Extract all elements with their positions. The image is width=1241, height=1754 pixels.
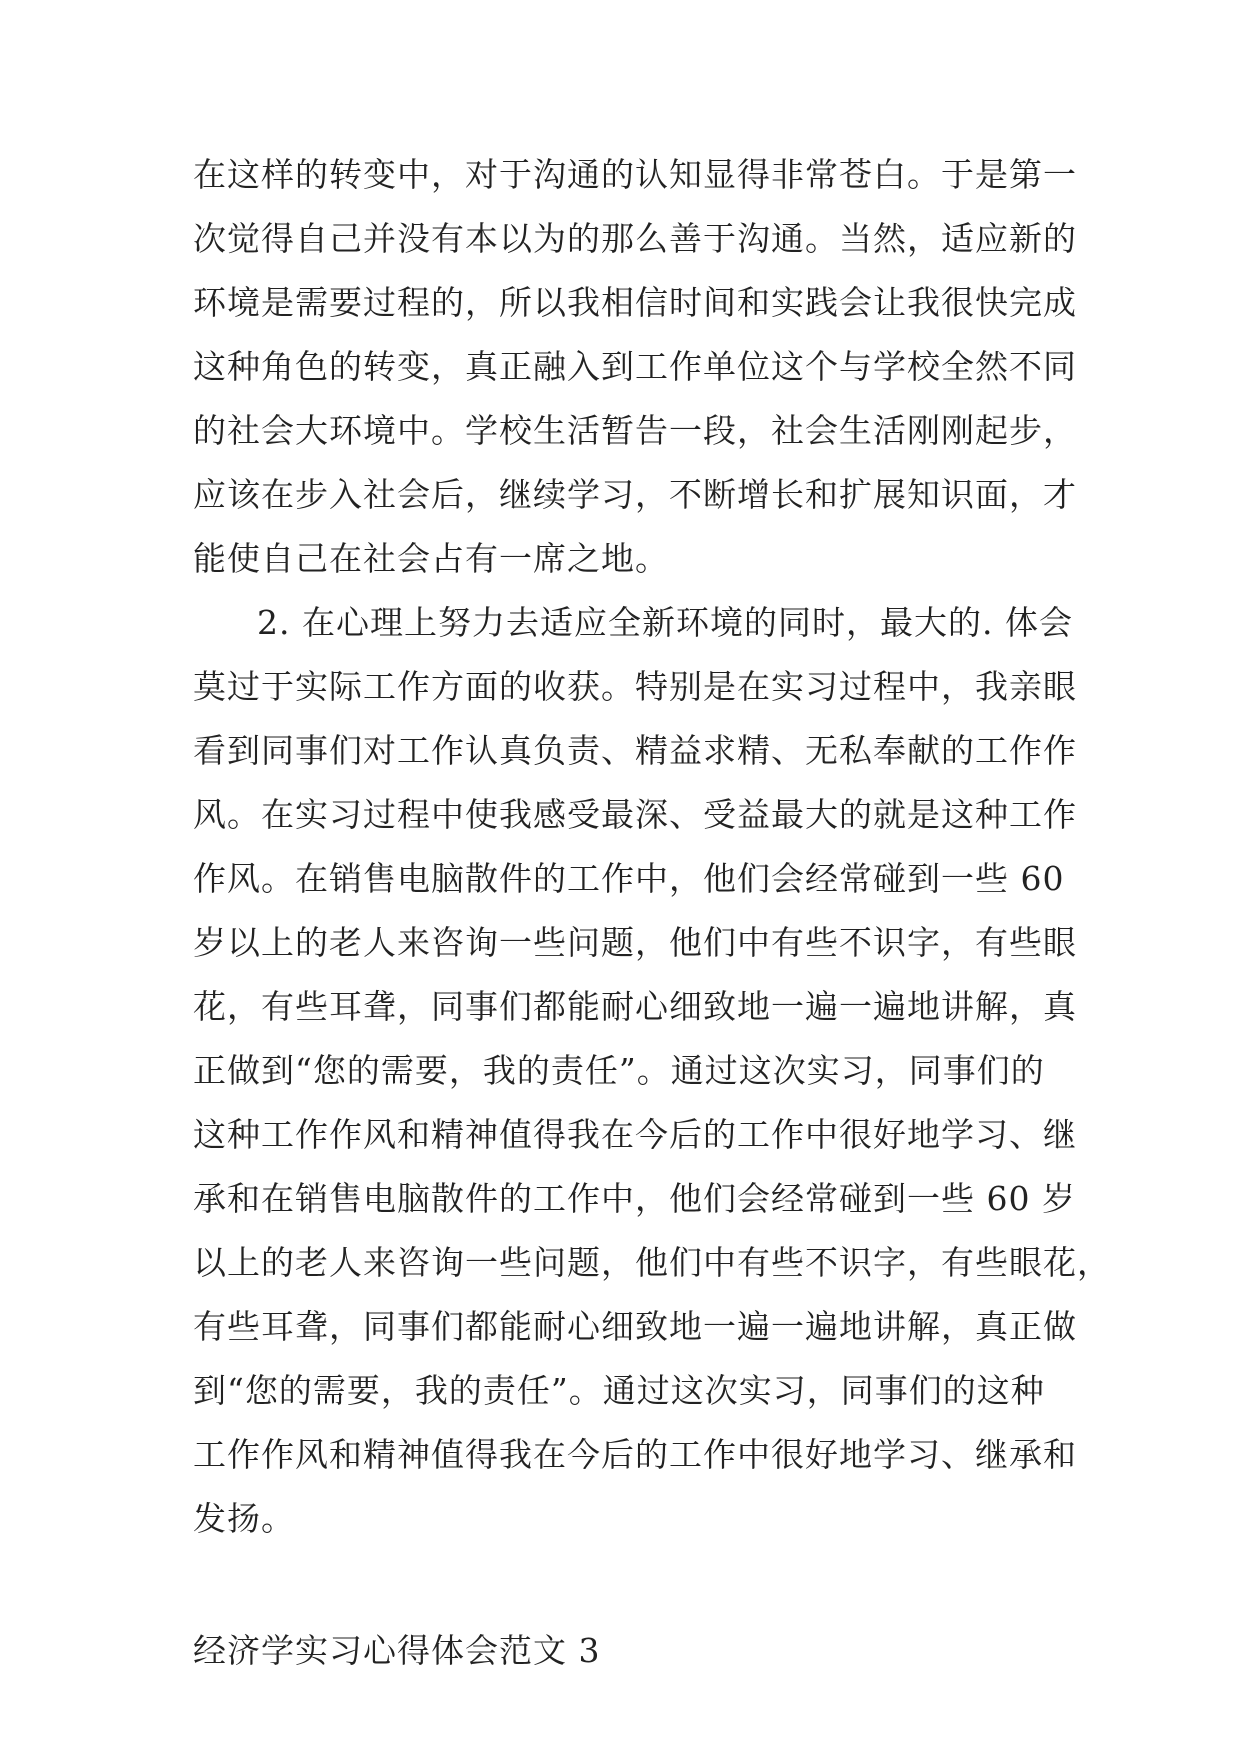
text-line: 有些耳聋，同事们都能耐心细致地一遍一遍地讲解，真正做 xyxy=(193,1307,1077,1346)
text-line: 莫过于实际工作方面的收获。特别是在实习过程中，我亲眼 xyxy=(193,667,1077,706)
text-line: 应该在步入社会后，继续学习，不断增长和扩展知识面，才 xyxy=(193,475,1077,514)
text-line: 这种角色的转变，真正融入到工作单位这个与学校全然不同 xyxy=(193,347,1077,386)
text-line: 2. 在心理上努力去适应全新环境的同时，最大的. 体会 xyxy=(257,603,1073,642)
text-line: 岁以上的老人来咨询一些问题，他们中有些不识字，有些眼 xyxy=(193,923,1077,962)
text-line: 能使自己在社会占有一席之地。 xyxy=(193,539,669,578)
text-line: 看到同事们对工作认真负责、精益求精、无私奉献的工作作 xyxy=(193,731,1077,770)
section-heading: 经济学实习心得体会范文 3 xyxy=(193,1631,601,1670)
text-line: 工作作风和精神值得我在今后的工作中很好地学习、继承和 xyxy=(193,1435,1077,1474)
text-line: 风。在实习过程中使我感受最深、受益最大的就是这种工作 xyxy=(193,795,1077,834)
text-line: 承和在销售电脑散件的工作中，他们会经常碰到一些 60 岁 xyxy=(193,1179,1076,1218)
text-line: 的社会大环境中。学校生活暂告一段，社会生活刚刚起步， xyxy=(193,411,1077,450)
text-line: 在这样的转变中，对于沟通的认知显得非常苍白。于是第一 xyxy=(193,155,1077,194)
text-line: 正做到“您的需要，我的责任”。通过这次实习，同事们的 xyxy=(193,1051,1045,1090)
text-line: 作风。在销售电脑散件的工作中，他们会经常碰到一些 60 xyxy=(193,859,1065,898)
text-line: 以上的老人来咨询一些问题，他们中有些不识字，有些眼花， xyxy=(193,1243,1111,1282)
text-line: 这种工作作风和精神值得我在今后的工作中很好地学习、继 xyxy=(193,1115,1077,1154)
text-line: 次觉得自己并没有本以为的那么善于沟通。当然，适应新的 xyxy=(193,219,1077,258)
text-line: 环境是需要过程的，所以我相信时间和实践会让我很快完成 xyxy=(193,283,1077,322)
text-line: 发扬。 xyxy=(193,1499,295,1538)
text-line: 到“您的需要，我的责任”。通过这次实习，同事们的这种 xyxy=(193,1371,1045,1410)
text-line: 花，有些耳聋，同事们都能耐心细致地一遍一遍地讲解，真 xyxy=(193,987,1077,1026)
